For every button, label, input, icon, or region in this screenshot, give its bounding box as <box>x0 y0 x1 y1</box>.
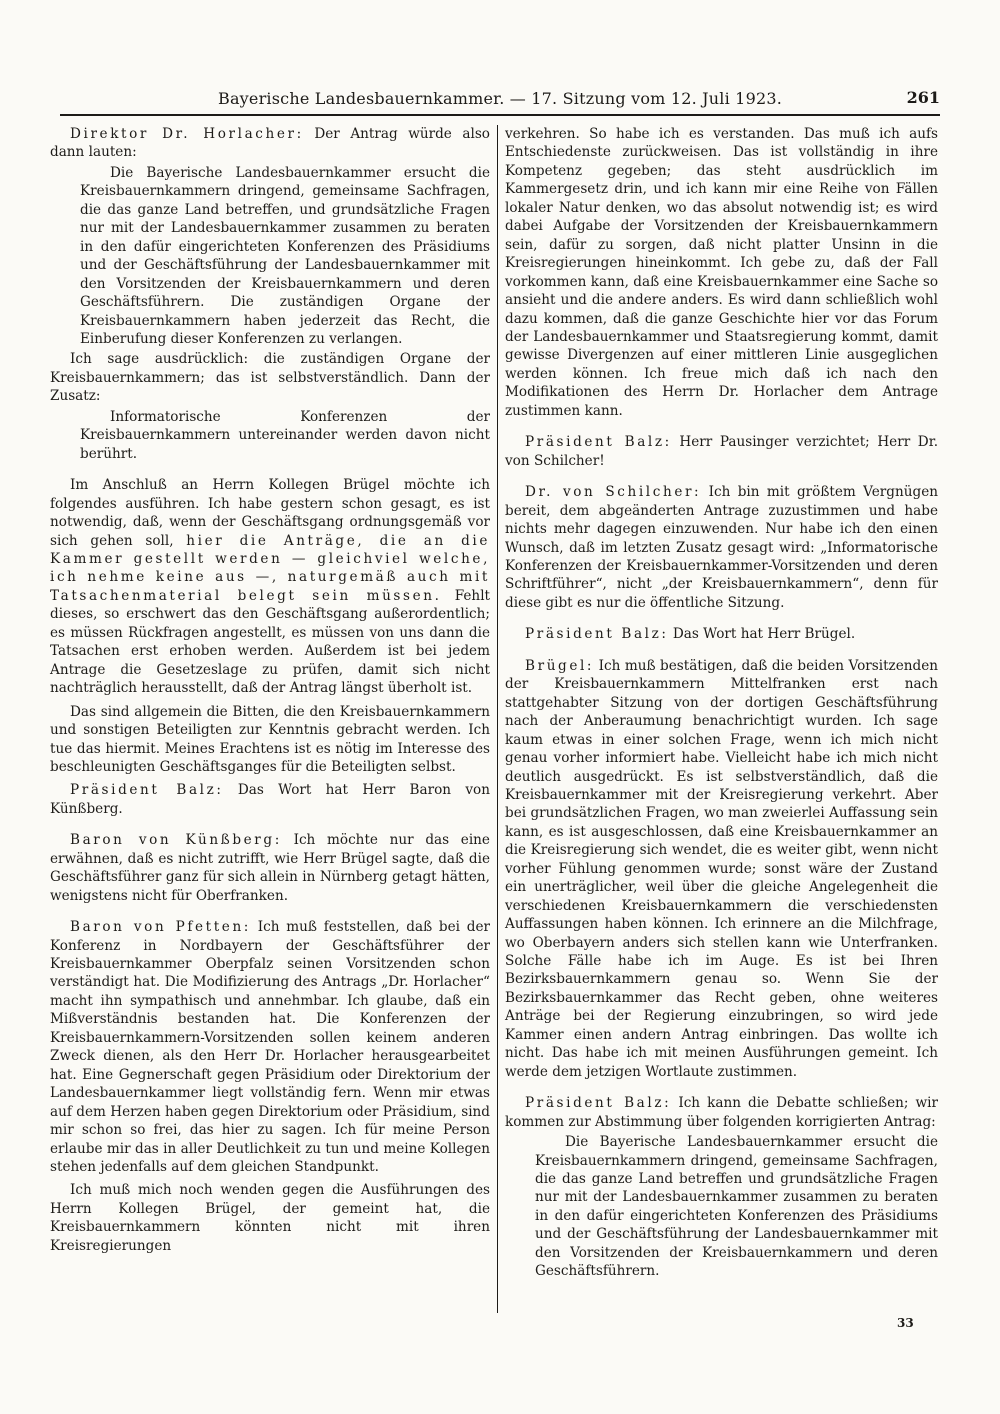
paragraph <box>505 1094 938 1131</box>
paragraph-text: Ich muß bestätigen, daß die beiden Vorsitzenden der Kreisbauernkammern Mittelfranken erst nach stattgehabter Sitzung von der dortigen Geschäftsführung nach der Anberaumung benachrichtigt wurden. Ich sage kaum etwas in einer solchen Frage, wenn ich mich nicht genau vorher informiert habe. Vielleicht habe ich mich nicht deutlich ausgedrückt. Es ist selbstverständlich, daß die Kreisbauernkammer mit der Kreisregierung verkehrt. Aber bei grundsätzlichen Fragen, wo man zweierlei Auffassung sein kann, es ist ausgeschlossen, daß eine Kreisbauernkammer an die Kreisregierung sich wendet, die es weiter gibt, wenn nicht vorher Fühlung genommen wurde; sonst wäre der Zustand ein unerträglicher, weil über die gleiche Angelegenheit die verschiedenen Kreisbauernkammern die verschiedensten Auffassungen haben können. Ich erinnere an die Milchfrage, wo Oberbayern anders sich stellen kann wie Unterfranken. Solche Fälle habe ich im Auge. Es ist bei Ihren Bezirksbauernkammern genau so. Wenn Sie der Bezirksbauernkammer das Recht geben, ohne weiteres Anträge bei der Regierung einzubringen, so wird jede Kammer einen andern Antrag einbringen. Das wollte ich nicht. Das habe ich mit meinen Ausführungen gemeint. Ich werde dem jetzigen Wortlaute zustimmen. <box>505 657 939 1080</box>
emphasized-text: hier die Anträge, die an die Kammer gestellt werden — gleichviel welche, ich nehme keine aus —, naturgemäß auch mit Tatsachenmaterial belegt sein müssen. <box>50 532 491 604</box>
speaker-name: Präsident Balz: <box>525 626 669 643</box>
speaker-name: Baron von Künßberg: <box>70 832 282 849</box>
paragraph <box>50 781 490 818</box>
quote-text: Die Bayerische Landesbauernkammer ersucht die Kreisbauernkammern dringend, gemeinsame Sachfragen, die das ganze Land betreffen, und grundsätzliche Fragen nur mit der Landesbauernkammer zusammen zu beraten in den dafür eingerichteten Konferenzen des Präsidiums und der Geschäftsführung der Landesbauernkammer mit den Vorsitzenden der Kreisbauernkammern und deren Geschäftsführern. Die zuständigen Organe der Kreisbauernkammern haben jederzeit das Recht, die Einberufung dieser Konferenzen zu verlangen. <box>80 164 490 347</box>
paragraph-text: Ich muß feststellen, daß bei der Konferenz in Nordbayern der Geschäftsführer der Kreisbauernkammer Oberpfalz seinen Vorsitzenden schon verständigt hat. Die Modifizierung des Antrags „Dr. Horlacher“ macht ihn sympathisch und annehmbar. Ich glaube, daß ein Mißverständnis bestanden hat. Die Konferenzen der Kreisbauernkammern-Vorsitzenden sollen keinem anderen Zweck dienen, als den Herr Dr. Horlacher herausgearbeitet hat. Eine Gegnerschaft gegen Präsidium oder Direktorium der Landesbauernkammer liegt vollständig fern. Wenn mir etwas auf dem Herzen haben gegen Direktorium oder Präsidium, sind mir schon so frei, das hier zu sagen. Ich für meine Person erlaube mir das in aller Deutlichkeit zu tun und meine Kollegen stehen jedenfalls auf dem gleichen Standpunkt. <box>50 919 491 1176</box>
paragraph: Das sind allgemein die Bitten, die den Kreisbauernkammern und sonstigen Beteiligten zur Kenntnis gebracht werden. Ich tue das hiermit. Meines Erachtens ist es nötig im Interesse des beschleunigten Geschäftsganges für die Beteiligten selbst. <box>50 703 490 775</box>
speaker-name: Präsident Balz: <box>70 782 224 799</box>
paragraph <box>505 433 938 470</box>
page-header <box>60 88 940 116</box>
motion-quote <box>535 1133 938 1281</box>
paragraph <box>50 476 490 697</box>
motion-quote <box>80 408 490 463</box>
paragraph <box>505 657 938 1081</box>
paragraph-text: Im Anschluß an Herrn Kollegen Brügel möchte ich folgendes ausführen. Ich habe gestern schon gesagt, es ist notwendig, daß, wenn der Geschäftsgang ordnungsgemäß vor sich gehen soll, <box>50 477 490 549</box>
paragraph <box>505 625 938 643</box>
speaker-name: Dr. von Schilcher: <box>525 484 702 501</box>
paragraph-text: Der Antrag würde also dann lauten: <box>50 126 490 161</box>
right-column <box>505 125 938 1283</box>
quote-text: Informatorische Konferenzen der Kreisbauernkammern untereinander werden davon nicht berührt. <box>80 408 490 462</box>
quote-text: Die Bayerische Landesbauernkammer ersucht die Kreisbauernkammern dringend, gemeinsame Sachfragen, die das ganze Land betreffen und grundsätzliche Fragen nur mit der Landesbauernkammer zusammen zu beraten in den dafür eingerichteten Konferenzen des Präsidiums und der Geschäftsführung der Landesbauernkammer mit den Vorsitzenden der Kreisbauernkammern und deren Geschäftsführern. <box>535 1134 938 1280</box>
paragraph <box>50 918 490 1176</box>
speaker-name: Direktor Dr. Horlacher: <box>70 126 304 142</box>
paragraph <box>505 483 938 612</box>
paragraph-text: Fehlt dieses, so erschwert das den Geschäftsgang außerordentlich; es müssen Rückfragen angestellt, es müssen von uns dann die Tatsachen erst erhoben werden. Außerdem ist bei jedem Antrage die Gesetzeslage zu prüfen, damit sich nicht nachträglich herausstellt, daß der Antrag längst überholt ist. <box>50 587 491 697</box>
running-title: Bayerische Landesbauernkammer. — 17. Sitzung vom 12. Juli 1923. <box>217 89 782 108</box>
paragraph: Ich muß mich noch wenden gegen die Ausführungen des Herrn Kollegen Brügel, der gemeint hat, die Kreisbauernkammern könnten nicht mit ihren Kreisregierungen <box>50 1182 490 1254</box>
paragraph <box>50 831 490 905</box>
paragraph-text: Ich bin mit größtem Vergnügen bereit, dem abgeänderten Antrage zuzustimmen und habe nichts mehr dagegen einzuwenden. Nur habe ich den einen Wunsch, daß im letzten Zusatz gesagt wird: „Informatorische Konferenzen der Kreisbauernkammer-Vorsitzenden und deren Schriftführer“, nicht „der Kreisbauernkammern“, denn für diese gibt es nur die öffentliche Sitzung. <box>505 484 939 611</box>
sheet-signature: 33 <box>897 1316 914 1330</box>
paragraph-text: Herr Pausinger verzichtet; Herr Dr. von Schilcher! <box>505 434 939 469</box>
paragraph-text: Ich möchte nur das eine erwähnen, daß es nicht zutrifft, wie Herr Brügel sagte, daß die Geschäftsführer ganz für sich allein in Nürnberg getagt hätten, wenigstens nicht für Oberfranken. <box>50 832 490 904</box>
paragraph-text: Das Wort hat Herr Baron von Künßberg. <box>50 782 490 817</box>
left-column <box>50 125 490 1255</box>
paragraph: verkehren. So habe ich es verstanden. Das muß ich aufs Entschiedenste zurückweisen. Das ist vollständig in ihre Kompetenz gegeben; das steht ausdrücklich im Kammergesetz drin, und ich kann mir eine Reihe von Fällen lokaler Natur denken, wo das absolut notwendig ist; es wird dabei Aufgabe der Vorsitzenden der Kreisbauernkammern sein, dafür zu sorgen, daß nicht platter Unsinn in die Kreisregierungen hineinkommt. Ich gebe zu, daß der Fall vorkommen kann, daß eine Kreisbauernkammer eine Sache so ansieht und die andere anders. Es wird dann schließlich wohl dazu kommen, daß die ganze Geschichte hier vor das Forum der Landesbauernkammer und Staatsregierung kommt, damit gewisse Divergenzen auf einer mittleren Linie ausgeglichen werden können. Ich freue mich daß ich nach den Modifikationen des Herrn Dr. Horlacher dem Antrage zustimmen kann. <box>505 126 938 419</box>
motion-quote <box>80 164 490 349</box>
paragraph: Ich sage ausdrücklich: die zuständigen Organe der Kreisbauernkammern; das ist selbstverständlich. Dann der Zusatz: <box>50 351 490 405</box>
speaker-name: Baron von Pfetten: <box>70 919 251 936</box>
speaker-name: Präsident Balz: <box>525 434 672 451</box>
speaker-name: Präsident Balz: <box>525 1095 672 1112</box>
paragraph-text: Das Wort hat Herr Brügel. <box>672 626 856 643</box>
paragraph <box>50 125 490 162</box>
column-divider <box>497 125 498 1313</box>
paragraph-text: Ich kann die Debatte schließen; wir kommen zur Abstimmung über folgenden korrigierten Antrag: <box>505 1095 938 1130</box>
speaker-name: Brügel: <box>525 657 595 674</box>
page-number: 261 <box>906 88 940 107</box>
